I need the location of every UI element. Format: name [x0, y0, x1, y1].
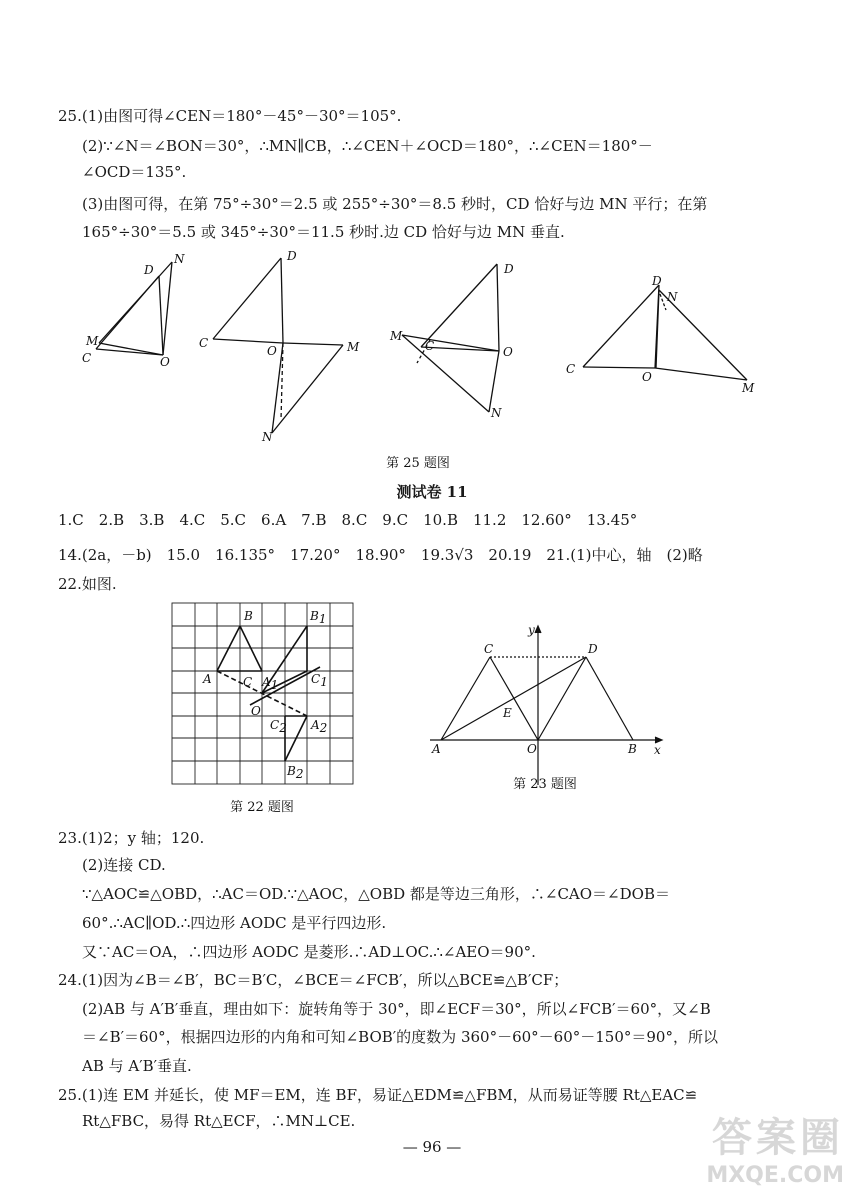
p2-label-D: D	[287, 249, 297, 263]
label-A: A	[432, 742, 441, 756]
watermark-logo	[706, 1106, 844, 1188]
p2-label-O: O	[267, 344, 277, 358]
q23-line-1: 23.(1)2；y 轴；120.	[58, 829, 205, 847]
q24-line-4: AB 与 A′B′垂直.	[82, 1057, 192, 1075]
label-C2: C2	[270, 718, 287, 735]
q25b-line-1: 25.(1)连 EM 并延长，使 MF＝EM，连 BF，易证△EDM≌△FBM，从而易证等腰 Rt△EAC≌	[58, 1086, 698, 1104]
p1-label-N: N	[174, 252, 185, 266]
p2-label-C: C	[199, 336, 209, 350]
label-E: E	[503, 706, 512, 720]
figure-22	[160, 595, 370, 825]
page-number: — 96 —	[402, 1138, 462, 1156]
label-O: O	[251, 704, 261, 718]
label-C: C	[243, 675, 253, 689]
p1-label-O: O	[160, 355, 170, 369]
p3-label-N: N	[491, 406, 502, 420]
p3-label-C: C	[425, 339, 435, 353]
p2-label-N: N	[262, 430, 273, 444]
p3-label-M: M	[390, 329, 403, 343]
p4-label-N: N	[667, 290, 678, 304]
q25-line-3: ∠OCD＝135°.	[82, 163, 187, 181]
q23-line-5: 又∵AC＝OA，∴四边形 AODC 是菱形.∴AD⊥OC.∴∠AEO＝90°.	[82, 943, 536, 961]
label-C: C	[484, 642, 494, 656]
q25-line-1: 25.(1)由图可得∠CEN＝180°－45°－30°＝105°.	[58, 107, 402, 125]
q25-line-2: (2)∵∠N＝∠BON＝30°，∴MN∥CB，∴∠CEN＋∠OCD＝180°，∴∠CEN＝180°－	[82, 137, 653, 155]
label-D: D	[588, 642, 598, 656]
figure-23-caption: 第 23 题图	[513, 777, 577, 792]
label-B1: B1	[310, 609, 327, 626]
q25-line-5: 165°÷30°＝5.5 或 345°÷30°＝11.5 秒时.边 CD 恰好与边 MN 垂直.	[82, 223, 565, 241]
label-O: O	[527, 742, 537, 756]
q23-line-4: 60°.∴AC∥OD.∴四边形 AODC 是平行四边形.	[82, 914, 387, 932]
axis-y-label: y	[528, 623, 535, 637]
q22-text: 22.如图.	[58, 575, 117, 593]
label-A2: A2	[311, 718, 328, 735]
figure-25-caption: 第 25 题图	[386, 456, 450, 471]
figure-25	[0, 240, 864, 480]
label-A: A	[203, 672, 212, 686]
watermark-line-1: 答案圈	[712, 1115, 844, 1161]
q23-line-2: (2)连接 CD.	[82, 856, 166, 874]
q23-line-3: ∵△AOC≌△OBD，∴AC＝OD.∵△AOC，△OBD 都是等边三角形，∴∠CAO＝∠DOB＝	[82, 885, 670, 903]
label-A1: A1	[262, 675, 279, 692]
p2-label-M: M	[347, 340, 360, 354]
p1-label-M: M	[86, 334, 99, 348]
label-B: B	[244, 609, 253, 623]
p3-label-O: O	[503, 345, 513, 359]
label-B2: B2	[287, 764, 304, 781]
p4-label-D: D	[652, 274, 662, 288]
q24-line-3: ＝∠B′＝60°，根据四边形的内角和可知∠BOB′的度数为 360°－60°－60°－150°＝90°，所以	[82, 1028, 718, 1046]
test-11-title: 测试卷 11	[396, 483, 468, 501]
label-C1: C1	[311, 672, 328, 689]
q24-line-1: 24.(1)因为∠B＝∠B′，BC＝B′C，∠BCE＝∠FCB′，所以△BCE≌△B′CF；	[58, 971, 569, 989]
label-B: B	[628, 742, 637, 756]
figure-23	[420, 615, 680, 800]
q25-line-4: (3)由图可得，在第 75°÷30°＝2.5 或 255°÷30°＝8.5 秒时，CD 恰好与边 MN 平行；在第	[82, 195, 708, 213]
p1-label-C: C	[82, 351, 92, 365]
q25b-line-2: Rt△FBC，易得 Rt△ECF，∴MN⊥CE.	[82, 1112, 356, 1130]
p1-label-D: D	[144, 263, 154, 277]
q24-line-2: (2)AB 与 A′B′垂直，理由如下：旋转角等于 30°，即∠ECF＝30°，所以∠FCB′＝60°，又∠B	[82, 1000, 711, 1018]
p4-label-O: O	[642, 370, 652, 384]
answers-1-13: 1.C 2.B 3.B 4.C 5.C 6.A 7.B 8.C 9.C 10.B 11.2 12.60° 13.45°	[58, 511, 638, 529]
p4-label-C: C	[566, 362, 576, 376]
watermark-line-2: MXQE.COM	[706, 1163, 844, 1188]
figure-22-caption: 第 22 题图	[230, 800, 294, 815]
p4-label-M: M	[742, 381, 755, 395]
p3-label-D: D	[504, 262, 514, 276]
answers-14-21: 14.(2a，－b) 15.0 16.135° 17.20° 18.90° 19.3√3 20.19 21.(1)中心，轴 (2)略	[58, 546, 703, 564]
axis-x-label: x	[654, 743, 661, 757]
